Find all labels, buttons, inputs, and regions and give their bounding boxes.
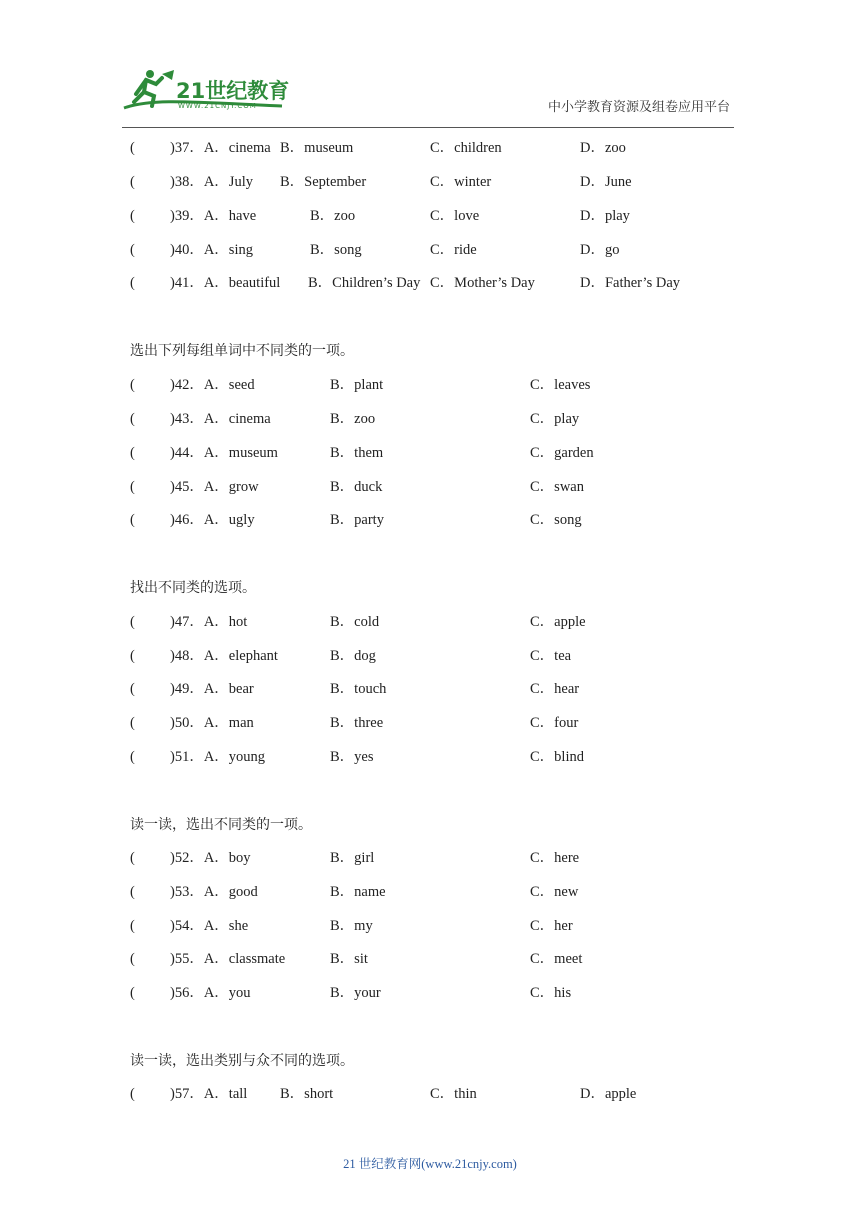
section-3-title: 找出不同类的选项。 bbox=[130, 580, 256, 596]
section-4-title: 读一读，选出不同类的一项。 bbox=[130, 817, 312, 833]
runner-logo-icon bbox=[122, 68, 292, 114]
svg-text:WWW.21CNJY.COM: WWW.21CNJY.COM bbox=[178, 102, 257, 110]
header-rule bbox=[122, 127, 734, 128]
logo bbox=[122, 68, 292, 114]
page-header bbox=[0, 0, 860, 135]
page-footer: 21 世纪教育网(www.21cnjy.com) bbox=[343, 1157, 517, 1171]
section-2-title: 选出下列每组单词中不同类的一项。 bbox=[130, 343, 354, 359]
svg-text:21世纪教育: 21世纪教育 bbox=[176, 79, 290, 103]
platform-name: 中小学教育资源及组卷应用平台 bbox=[548, 100, 731, 115]
section-5-title: 读一读，选出类别与众不同的选项。 bbox=[130, 1053, 354, 1069]
